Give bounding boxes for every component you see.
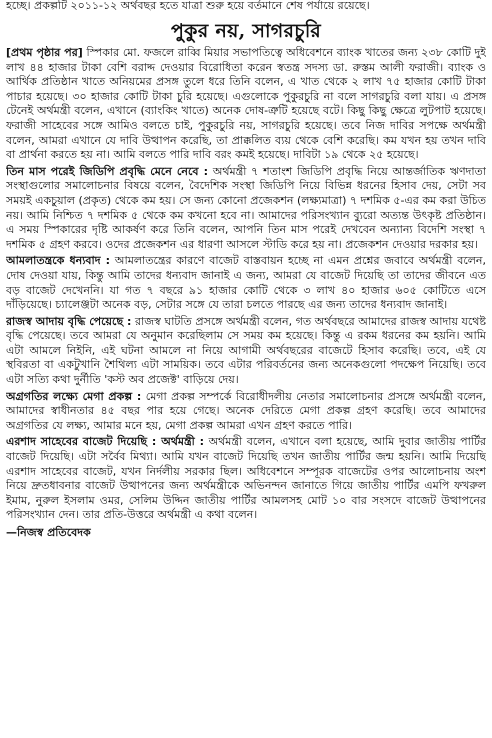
article-paragraph [6, 46, 486, 163]
paragraph-lead: আমলাতন্ত্রকে ধন্যবাদ : [6, 254, 111, 268]
paragraph-lead: এরশাদ সাহেবের বাজেট দিয়েছি : অর্থমন্ত্রী : [6, 435, 205, 449]
article-headline: পুকুর নয়, সাগরচুরি [170, 20, 322, 42]
article-paragraph [6, 165, 486, 253]
paragraph-text: মেগা প্রকল্প সম্পর্কে বিরোধীদলীয় নেতার সমালোচনার প্রসঙ্গে অর্থমন্ত্রী বলেন, আমাদের স্বাধীনতার ৪৫ বছর পার হয়ে গেছে। অনেক দেরিতে মেগা প্রকল্প গ্রহণ করেছি। তবে আমাদের অগ্রগতির যে লক্ষ্য, আমার মনে হয়, মেগা প্রকল্প আমরা এখন গ্রহণ করতে পারি। [6, 389, 486, 432]
article-paragraph [6, 254, 486, 312]
paragraph-text: আমলাতন্ত্রের কারণে বাজেট বাস্তবায়ন হচ্ছে না এমন প্রশ্নের জবাবে অর্থমন্ত্রী বলেন, দোষ দেওয়া যায়, কিন্তু আমি তাদের ধন্যবাদ জানাই এ জন্য, আমরা যে বাজেট দিয়েছি তা তাদের জীবনে এত বড় বাজেট দেখেননি। যা গত ৭ বছরে ৯১ হাজার কোটি থেকে ৩ লাখ ৪০ হাজার ৬০৫ কোটিতে এসে দাঁড়িয়েছে। চ্যালেঞ্জটা অনেক বড়, সেটার সঙ্গে যে তারা চলতে পারছে এর জন্য তাদের ধন্যবাদ জানাই। [6, 254, 486, 312]
paragraph-text: অর্থমন্ত্রী ৭ শতাংশ জিডিপি প্রবৃদ্ধি নিয়ে আন্তর্জাতিক ঋণদাতা সংস্থাগুলোর সমালোচনার বিষয়ে বলেন, বৈদেশিক সংস্থা জিডিপি নিয়ে বিভিন্ন ধরনের হিসাব দেয়, সেটা সব সময়ই একচুয়াল (প্রকৃত) থেকে কম হয়। সে জন্য কোনো প্রজেকশন (লক্ষ্যমাত্রা) ৭ দশমিক ৫-এর কম করা উচিত নয়। আমি নিশ্চিত ৭ দশমিক ৫ থেকে কম কখনো হবে না। আমাদের পরিসংখ্যান ব্যুরো অত্যন্ত উৎকৃষ্ট প্রতিষ্ঠান। এ সময় স্পিকারের দৃষ্টি আকর্ষণ করে তিনি বলেন, আপনি তিন মাস পরেই দেখবেন অন্যান্য বিদেশি সংস্থা ৭ দশমিক ৫ গ্রহণ করবে। ওদের প্রজেকশন এর ধারণা আসলে স্টাডি করে হয় না। প্রজেকশন দেওয়ার দরকার হয়। [6, 164, 486, 251]
article-paragraph [6, 315, 486, 388]
paragraph-text: অর্থমন্ত্রী বলেন, এখানে বলা হয়েছে, আমি দুবার জাতীয় পার্টির বাজেট দিয়েছি। এটা সর্বৈব মিথ্যা। আমি যখন বাজেট দিয়েছি তখন জাতীয় পার্টির জন্ম হয়নি। আমি দিয়েছি এরশাদ সাহেবের বাজেট, যখন নির্দলীয় সরকার ছিল। অধিবেশনে সম্পূরক বাজেটের ওপর আলোচনায় অংশ নিয়ে দ্রুতধাবনার বাজেট উত্থাপনের জন্য অর্থমন্ত্রীকে অভিনন্দন জানাতে গিয়ে জাতীয় পার্টির এমপি ফখরুল ইমাম, নুরুল ইসলাম ওমর, সেলিম উদ্দিন জাতীয় পার্টির আমলসহ মোট ১০ বার সংসদে বাজেট উত্থাপনের পরিসংখ্যান দেন। তার প্রতি-উত্তরে অর্থমন্ত্রী এ কথা বলেন। [6, 435, 486, 522]
article-paragraph [6, 435, 486, 523]
paragraph-lead: রাজস্ব আদায় বৃদ্ধি পেয়েছে : [6, 314, 132, 328]
paragraph-text: রাজস্ব ঘাটতি প্রসঙ্গে অর্থমন্ত্রী বলেন, গত অর্থবছরে আমাদের রাজস্ব আদায় যথেষ্ট বৃদ্ধি পেয়েছে। তবে আমরা যে অনুমান করেছিলাম সে সময় কম হয়েছে। কিন্তু এ রকম ধরনের কম হয়নি। আমি এটা আমলে নিইনি, এই ঘটনা আমলে না নিয়ে আগামী অর্থবছরের বাজেটে হিসাব করেছি। তবে, এই যে স্থবিরতা বা একটুখানি শৈথিল্য এটা সাময়িক। তবে এটার পরিবর্তনের জন্য অনেকগুলো পদক্ষেপ নিয়েছি। তবে এটা সত্যি কথা দুর্নীতি 'কস্ট অব প্রজেক্ট' বাড়িয়ে দেয়। [6, 314, 486, 387]
previous-article-tail: হচ্ছে। প্রকল্পটি ২০১১-১২ অর্থবছর হতে যাত্রা শুরু হয়ে বর্তমানে শেষ পর্যায়ে রয়েছে। [6, 0, 370, 12]
paragraph-lead: তিন মাস পরেই জিডিপি প্রবৃদ্ধি মেনে নেবে : [6, 164, 209, 178]
article-paragraph [6, 390, 486, 434]
paragraph-lead: [প্রথম পৃষ্ঠার পর] [6, 46, 83, 59]
byline: —নিজস্ব প্রতিবেদক [6, 526, 91, 539]
article-body [6, 46, 486, 736]
paragraph-lead: অগ্রগতির লক্ষ্যে মেগা প্রকল্প : [6, 389, 142, 403]
paragraph-text: স্পিকার মো. ফজলে রাব্বি মিয়ার সভাপতিত্বে অধিবেশনে ব্যাংক খাতের জন্য ২৩৮ কোটি দুই লাখ ৪৪ হাজার টাকা বেশি বরাদ্দ দেওয়ার বিরোধিতা করেন স্বতন্ত্র সদস্য ডা. রুস্তম আলী ফরাজী। ব্যাংক ও আর্থিক প্রতিষ্ঠান খাতে অনিয়মের প্রসঙ্গ তুলে ধরে তিনি বলেন, এ খাত থেকে ২ লাখ ৭৫ হাজার কোটি টাকা পাচার হয়েছে। ৩০ হাজার কোটি টাকা চুরি হয়েছে। এগুলোকে পুকুরচুরি না বলে সাগরচুরি বলা যায়। এ প্রসঙ্গ টেনেই অর্থমন্ত্রী বলেন, এখানে (ব্যাংকিং খাতে) অনেক দোষ-ত্রুটি হয়েছে বটে। কিছু কিছু ক্ষেত্রে লুটপাট হয়েছে। ফরাজী সাহেবের সঙ্গে আমিও বলতে চাই, পুকুরচুরি নয়, সাগরচুরি হয়েছে। তবে নিজ দাবির সপক্ষে অর্থমন্ত্রী বলেন, আমরা এখানে যে দাবি উত্থাপন করেছি, তা প্রাক্কলিত ব্যয় থেকে বেশি করেছি। কম যখন হয় তখন দাবি বা প্রার্থনা করতে হয় না। আমি বলতে পারি দাবি বরং কমই হয়েছে। দাবিটা ১৯ থেকে ২৫ হয়েছে। [6, 46, 486, 162]
